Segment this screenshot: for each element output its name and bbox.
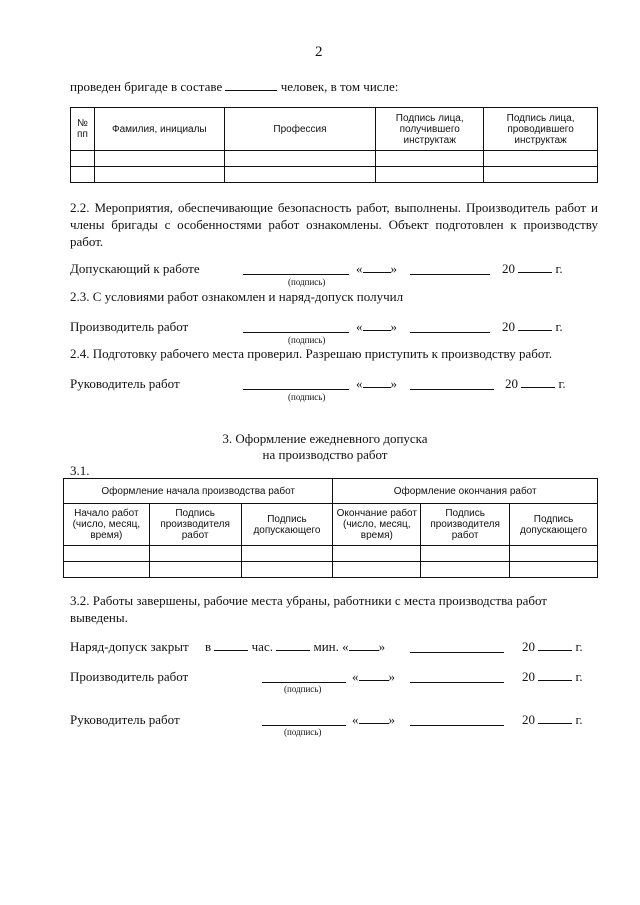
day-blank	[363, 329, 391, 331]
producer2-label: Производитель работ	[70, 669, 189, 684]
col-header-number: № пп	[71, 108, 95, 151]
table-cell	[64, 562, 150, 578]
year-prefix: 20	[522, 712, 535, 727]
admit-signature-line	[243, 274, 349, 275]
manager1-signature-caption: (подпись)	[288, 392, 326, 402]
manager2-month-line	[410, 725, 504, 726]
producer2-year	[522, 669, 583, 685]
table-cell	[224, 167, 376, 183]
manager2-year	[522, 712, 583, 728]
manager2-date	[352, 712, 395, 728]
col-header-profession: Профессия	[224, 108, 376, 151]
producer1-month-line	[410, 332, 490, 333]
briefing-table	[70, 107, 598, 183]
year-blank	[521, 386, 555, 388]
table-cell	[376, 167, 484, 183]
year-blank	[538, 649, 572, 651]
year-blank	[538, 679, 572, 681]
year-suffix: г.	[575, 712, 583, 727]
intro-line	[70, 79, 398, 95]
section-3-title-line1: 3. Оформление ежедневного допуска	[222, 431, 428, 446]
table-cell	[333, 546, 421, 562]
quote-close: »	[388, 712, 395, 727]
table-cell	[484, 151, 598, 167]
table-cell	[241, 562, 333, 578]
section-3-title-line2: на производство работ	[262, 447, 388, 462]
admit-date	[356, 261, 397, 277]
quote-close: »	[390, 376, 397, 391]
producer2-signature-line	[262, 682, 346, 683]
table-cell	[94, 151, 224, 167]
admit-year	[502, 261, 563, 277]
table-cell	[64, 546, 150, 562]
day-blank	[359, 722, 389, 724]
col-header-name: Фамилия, инициалы	[94, 108, 224, 151]
admit-month-line	[410, 274, 490, 275]
table-cell	[333, 562, 421, 578]
year-blank	[538, 722, 572, 724]
intro-text-before: проведен бригаде в составе	[70, 79, 223, 94]
year-prefix: 20	[522, 669, 535, 684]
col-header-start-producer-signature: Подпись производителя работ	[149, 504, 241, 546]
table-cell	[421, 562, 510, 578]
year-blank	[518, 329, 552, 331]
table-cell	[149, 562, 241, 578]
manager2-label: Руководитель работ	[70, 712, 180, 727]
year-suffix: г.	[575, 669, 583, 684]
closed-label: Наряд-допуск закрыт	[70, 639, 189, 654]
table-cell	[149, 546, 241, 562]
group-header-end: Оформление окончания работ	[333, 479, 598, 504]
col-header-start-datetime: Начало работ (число, месяц, время)	[64, 504, 150, 546]
daily-admission-table	[63, 478, 598, 578]
table-row	[64, 562, 598, 578]
year-suffix: г.	[575, 639, 583, 654]
manager1-date	[356, 376, 397, 392]
manager2-signature-line	[262, 725, 346, 726]
page-number: 2	[315, 44, 323, 60]
quote-close: »	[390, 261, 397, 276]
producer1-label: Производитель работ	[70, 319, 189, 334]
table-row	[71, 167, 598, 183]
intro-text-after: человек, в том числе:	[280, 79, 399, 94]
year-suffix: г.	[555, 261, 563, 276]
table-cell	[71, 167, 95, 183]
col-header-received-signature: Подпись лица, получившего инструктаж	[376, 108, 484, 151]
minutes-blank	[276, 649, 310, 651]
quote-close: »	[388, 669, 395, 684]
quote-open: «	[356, 319, 363, 334]
year-suffix: г.	[555, 319, 563, 334]
table-cell	[241, 546, 333, 562]
table-cell	[510, 562, 598, 578]
year-prefix: 20	[522, 639, 535, 654]
manager2-signature-caption: (подпись)	[284, 727, 322, 737]
closed-year	[522, 639, 583, 655]
year-prefix: 20	[502, 261, 515, 276]
table-cell	[421, 546, 510, 562]
quote-open: «	[356, 261, 363, 276]
col-header-conducted-signature: Подпись лица, проводившего инструктаж	[484, 108, 598, 151]
admit-signature-caption: (подпись)	[288, 277, 326, 287]
col-header-start-admitter-signature: Подпись допускающего	[241, 504, 333, 546]
col-header-end-datetime: Окончание работ (число, месяц, время)	[333, 504, 421, 546]
year-prefix: 20	[505, 376, 518, 391]
table-cell	[510, 546, 598, 562]
table-cell	[94, 167, 224, 183]
section-2-4-text: 2.4. Подготовку рабочего места проверил. Разрешаю приступить к производству работ.	[70, 346, 553, 361]
table-cell	[484, 167, 598, 183]
table-cell	[376, 151, 484, 167]
hours-label: час.	[251, 639, 273, 654]
admit-label: Допускающий к работе	[70, 261, 200, 276]
group-header-start: Оформление начала производства работ	[64, 479, 333, 504]
manager1-label: Руководитель работ	[70, 376, 180, 391]
day-blank	[363, 271, 391, 273]
table-row	[64, 546, 598, 562]
manager1-year	[505, 376, 566, 392]
day-blank	[349, 649, 379, 651]
table-row	[71, 151, 598, 167]
section-3-2-text: 3.2. Работы завершены, рабочие места убраны, работники с места производства работ выведены.	[70, 593, 547, 625]
day-blank	[359, 679, 389, 681]
table-cell	[71, 151, 95, 167]
crew-count-blank	[225, 89, 277, 91]
col-header-end-producer-signature: Подпись производителя работ	[421, 504, 510, 546]
day-blank	[363, 386, 391, 388]
time-prefix: в	[205, 639, 212, 654]
section-3-1-label: 3.1.	[70, 463, 90, 478]
quote-open: «	[352, 712, 359, 727]
producer2-date	[352, 669, 395, 685]
hours-blank	[214, 649, 248, 651]
closed-time	[205, 639, 385, 655]
year-prefix: 20	[502, 319, 515, 334]
quote-open: «	[352, 669, 359, 684]
closed-month-line	[410, 652, 504, 653]
quote-close: »	[378, 639, 386, 654]
producer2-month-line	[410, 682, 504, 683]
producer1-signature-caption: (подпись)	[288, 335, 326, 345]
producer2-signature-caption: (подпись)	[284, 684, 322, 694]
producer1-signature-line	[243, 332, 349, 333]
table-cell	[224, 151, 376, 167]
year-blank	[518, 271, 552, 273]
quote-open: «	[342, 639, 349, 654]
manager1-signature-line	[243, 389, 349, 390]
year-suffix: г.	[558, 376, 566, 391]
producer1-date	[356, 319, 397, 335]
col-header-end-admitter-signature: Подпись допускающего	[510, 504, 598, 546]
section-2-3-text: 2.3. С условиями работ ознакомлен и наряд-допуск получил	[70, 289, 404, 304]
section-2-2-text: 2.2. Мероприятия, обеспечивающие безопасность работ, выполнены. Производитель работ и члены бригады с особенностями работ ознакомлены. Объект подготовлен к производству работ.	[70, 200, 598, 249]
manager1-month-line	[410, 389, 494, 390]
minutes-label: мин.	[313, 639, 339, 654]
quote-open: «	[356, 376, 363, 391]
producer1-year	[502, 319, 563, 335]
quote-close: »	[390, 319, 397, 334]
